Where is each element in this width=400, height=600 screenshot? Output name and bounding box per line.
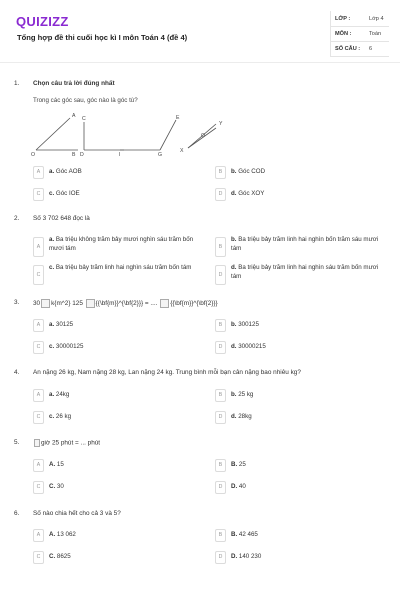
figure-label: A xyxy=(72,113,76,119)
question-prompt xyxy=(33,439,100,447)
option-text xyxy=(231,343,266,350)
option-letter-badge: D xyxy=(215,551,226,564)
meta-label: LỚP : xyxy=(335,16,351,22)
worksheet-header xyxy=(0,0,400,62)
figure-label: O xyxy=(31,152,36,158)
option-letter-badge: B xyxy=(215,237,226,257)
option-prefix: b. xyxy=(231,321,237,328)
option-letter-badge: C xyxy=(33,551,44,564)
option-prefix: C. xyxy=(49,553,56,560)
option-label: Ba triệu bảy trăm linh hai nghìn sáu trăm bốn mươi tám xyxy=(231,264,379,280)
option-prefix: a. xyxy=(49,391,55,398)
option-label: 15 xyxy=(56,461,64,468)
question-number: 4. xyxy=(14,369,20,376)
option-label: Ba triệu bảy trăm linh hai nghìn bốn trăm sáu mươi tám xyxy=(231,236,379,252)
option-letter-badge: D xyxy=(215,411,226,424)
angle-ioe-ray-e xyxy=(160,120,176,150)
option-prefix: c. xyxy=(49,413,55,420)
prompt-text: giờ 25 phút = ... phút xyxy=(41,439,101,447)
option-prefix: C. xyxy=(49,483,56,490)
option-text xyxy=(231,391,253,398)
meta-label: SỐ CÂU : xyxy=(335,46,361,52)
question-prompt: Số 3 702 648 đọc là xyxy=(33,215,90,222)
broken-image-icon xyxy=(160,299,169,308)
option-letter-badge: D xyxy=(215,188,226,201)
figure-label: E xyxy=(176,115,180,121)
question-prompt: Số nào chia hết cho cả 3 và 5? xyxy=(33,510,121,517)
option-text xyxy=(49,168,82,175)
question-number: 6. xyxy=(14,510,20,517)
option-prefix: b. xyxy=(231,391,237,398)
option-text xyxy=(49,461,64,468)
option-label: 30000125 xyxy=(55,343,84,350)
option-letter-badge: A xyxy=(33,389,44,402)
option-label: Góc AOB xyxy=(55,168,82,175)
angles-figure xyxy=(30,110,250,160)
option-text xyxy=(231,190,264,197)
option-prefix: a. xyxy=(49,168,55,175)
option-prefix: d. xyxy=(231,190,237,197)
option-prefix: D. xyxy=(231,483,238,490)
option-text xyxy=(49,391,69,398)
prompt-text: 30 xyxy=(33,300,41,308)
question-number: 5. xyxy=(14,439,20,446)
option-letter-badge: D xyxy=(215,265,226,285)
option-text xyxy=(49,190,80,197)
question-prompt: An nặng 26 kg, Nam nặng 28 kg, Lan nặng 24 kg. Trung bình mỗi bạn cân nặng bao nhiêu kg? xyxy=(33,369,301,376)
option-text xyxy=(231,235,381,253)
option-label: Ba triệu bảy trăm linh hai nghìn sáu trăm bốn tám xyxy=(55,264,192,271)
option-label: 24kg xyxy=(55,391,70,398)
option-label: 140 230 xyxy=(238,553,262,560)
option-prefix: d. xyxy=(231,343,237,350)
option-prefix: B. xyxy=(231,461,238,468)
angle-aob-ray-a xyxy=(36,118,70,150)
meta-info-box xyxy=(330,11,389,57)
quizizz-logo[interactable]: QUIZIZZ xyxy=(16,14,69,29)
option-letter-badge: A xyxy=(33,319,44,332)
option-prefix: A. xyxy=(49,461,56,468)
option-text xyxy=(231,321,259,328)
option-text xyxy=(49,553,71,560)
option-letter-badge: A xyxy=(33,529,44,542)
option-text xyxy=(49,413,71,420)
meta-label: MÔN : xyxy=(335,31,352,37)
broken-image-icon xyxy=(86,299,95,308)
broken-image-icon xyxy=(41,299,50,308)
option-prefix: c. xyxy=(49,343,55,350)
option-prefix: B. xyxy=(231,531,238,538)
option-prefix: A. xyxy=(49,531,56,538)
option-label: 42 465 xyxy=(238,531,258,538)
figure-label: D xyxy=(80,152,84,158)
question-number: 1. xyxy=(14,80,20,87)
option-label: Góc COD xyxy=(238,168,266,175)
option-label: 25 xyxy=(238,461,246,468)
option-letter-badge: A xyxy=(33,459,44,472)
option-letter-badge: B xyxy=(215,459,226,472)
option-prefix: c. xyxy=(49,264,55,271)
option-label: 28kg xyxy=(238,413,252,420)
option-prefix: D. xyxy=(231,553,238,560)
figure-label: Y xyxy=(219,121,223,127)
option-text xyxy=(231,461,246,468)
option-label: 30 xyxy=(56,483,64,490)
option-text xyxy=(231,413,252,420)
meta-value: Toán xyxy=(369,31,382,37)
option-letter-badge: B xyxy=(215,319,226,332)
option-text xyxy=(231,531,258,538)
question-prompt: Chọn câu trả lời đúng nhất xyxy=(33,80,115,87)
figure-label: O xyxy=(201,133,206,139)
meta-value: Lớp 4 xyxy=(369,16,384,22)
option-text xyxy=(231,263,381,281)
option-label: 8625 xyxy=(56,553,71,560)
worksheet-title: Tổng hợp đề thi cuối học kì I môn Toán 4 (đề 4) xyxy=(17,33,188,42)
option-prefix: a. xyxy=(49,236,55,243)
option-text xyxy=(49,483,64,490)
option-letter-badge: A xyxy=(33,166,44,179)
option-label: 300125 xyxy=(238,321,259,328)
option-prefix: d. xyxy=(231,264,237,271)
option-letter-badge: C xyxy=(33,481,44,494)
option-letter-badge: B xyxy=(215,529,226,542)
option-label: Góc XOY xyxy=(238,190,265,197)
option-label: 30000215 xyxy=(238,343,266,350)
option-text xyxy=(231,553,261,560)
option-label: 26 kg xyxy=(55,413,72,420)
option-letter-badge: C xyxy=(33,341,44,354)
meta-row-subject xyxy=(331,26,389,42)
figure-label: C xyxy=(82,116,86,122)
option-label: 40 xyxy=(238,483,246,490)
option-text xyxy=(231,168,265,175)
option-label: 25 kg xyxy=(238,391,254,398)
prompt-text: {{\bf{m}}^{\bf{2}}} = .... xyxy=(95,300,160,308)
option-text xyxy=(231,483,246,490)
question-subtext: Trong các góc sau, góc nào là góc tù? xyxy=(33,97,138,104)
meta-value: 6 xyxy=(369,46,373,52)
option-text xyxy=(49,531,76,538)
option-text xyxy=(49,263,199,272)
question-number: 3. xyxy=(14,299,20,306)
figure-label: X xyxy=(180,148,184,154)
option-letter-badge: B xyxy=(215,166,226,179)
option-letter-badge: C xyxy=(33,188,44,201)
figure-label: I xyxy=(119,152,121,158)
option-text xyxy=(49,321,73,328)
option-letter-badge: B xyxy=(215,389,226,402)
option-text xyxy=(49,343,83,350)
option-letter-badge: A xyxy=(33,237,44,257)
meta-row-count xyxy=(331,41,389,57)
option-prefix: d. xyxy=(231,413,237,420)
option-letter-badge: C xyxy=(33,265,44,285)
prompt-text: k{m^2} 125 xyxy=(51,300,85,308)
header-divider xyxy=(0,62,400,63)
option-prefix: a. xyxy=(49,321,55,328)
option-prefix: c. xyxy=(49,190,55,197)
option-label: Ba triệu không trăm bảy mươi nghìn sáu trăm bốn mươi tám xyxy=(49,236,194,252)
option-letter-badge: D xyxy=(215,341,226,354)
question-prompt xyxy=(33,299,218,308)
option-prefix: b. xyxy=(231,236,237,243)
option-letter-badge: C xyxy=(33,411,44,424)
option-prefix: b. xyxy=(231,168,237,175)
figure-label: G xyxy=(158,152,163,158)
figure-label: B xyxy=(72,152,76,158)
question-number: 2. xyxy=(14,215,20,222)
option-text xyxy=(49,235,199,253)
broken-image-icon xyxy=(34,439,40,447)
meta-row-class xyxy=(331,11,389,27)
option-label: Góc IOE xyxy=(55,190,80,197)
option-letter-badge: D xyxy=(215,481,226,494)
option-label: 13 062 xyxy=(56,531,76,538)
prompt-text: {{\bf{m}}^{\bf{2}}} xyxy=(170,300,218,308)
option-label: 30125 xyxy=(55,321,74,328)
